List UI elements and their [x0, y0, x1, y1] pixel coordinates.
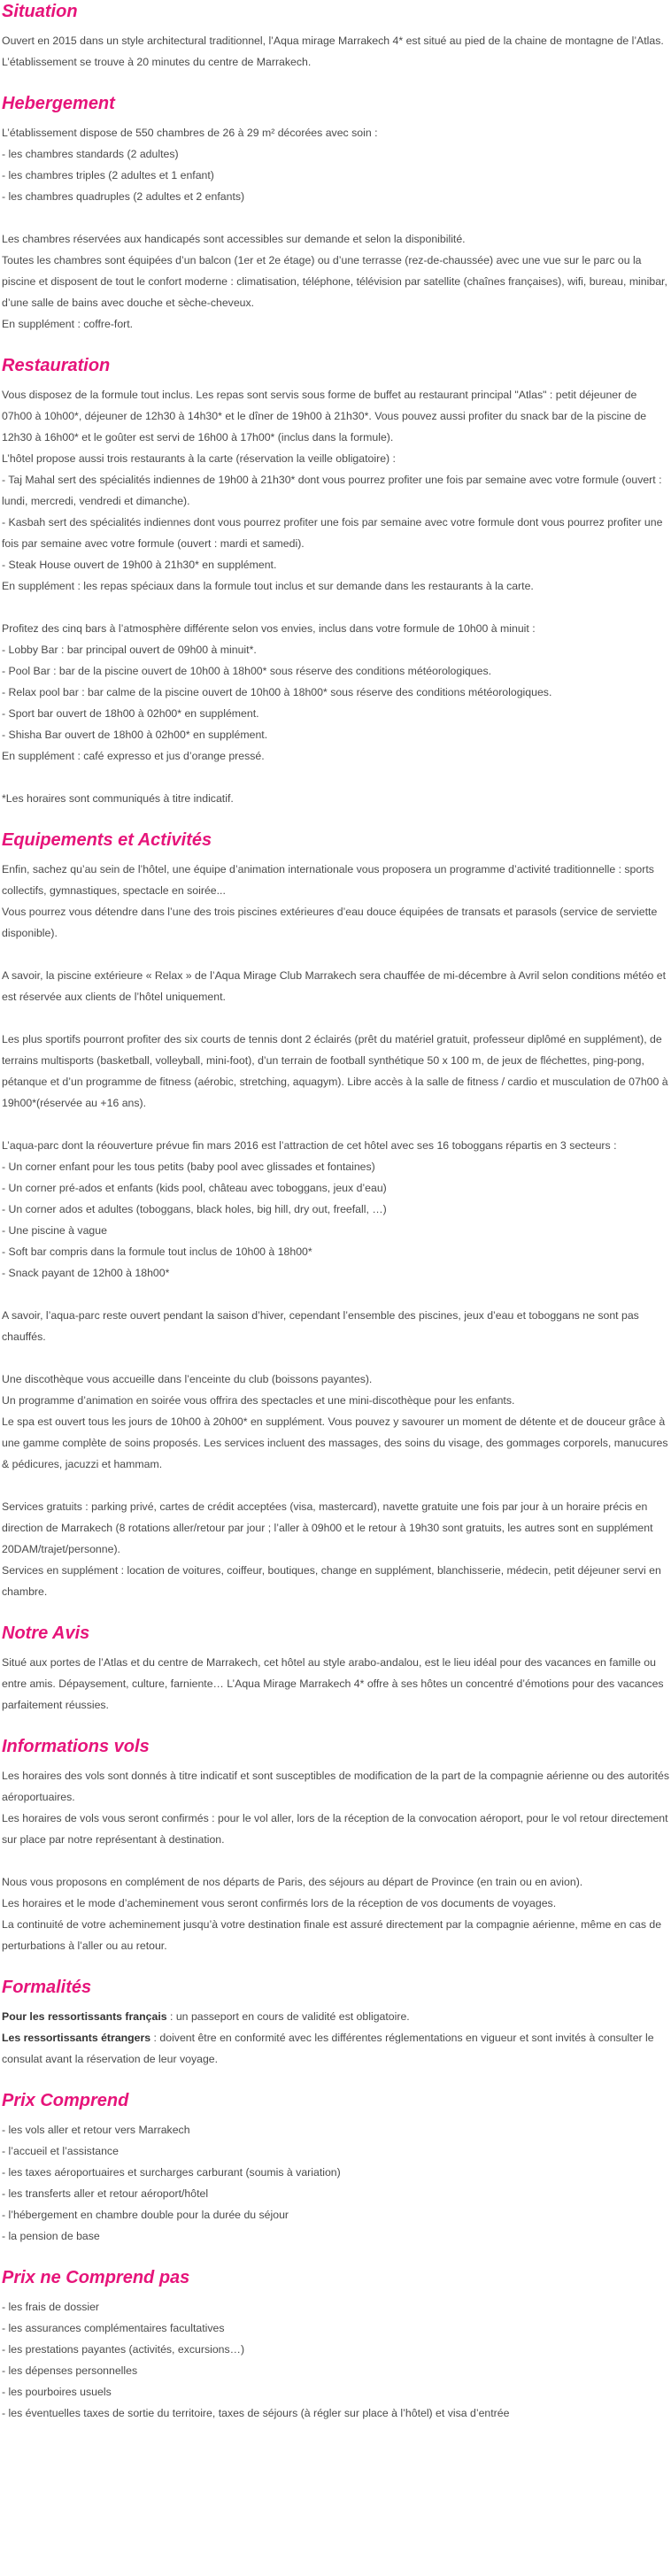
paragraph-line: Situé aux portes de l’Atlas et du centre de Marrakech, cet hôtel au style arabo-andalou, est le lieu idéal pour des vacances en famille ou entre amis. Dépaysement, culture, farniente… L’Aqua Mirage Marrakech 4* offre à ses hôtes un concentré d’émotions pour des vacances parfaitement réussies.: [2, 1656, 664, 1711]
paragraph-line: Les horaires et le mode d’acheminement vous seront confirmés lors de la réception de vos documents de voyages.: [2, 1897, 557, 1909]
paragraph-gap: [2, 207, 669, 228]
paragraph-gap: [2, 767, 669, 788]
section-formalites: [2, 1976, 669, 2070]
list-item: - Steak House ouvert de 19h00 à 21h30* en supplément.: [2, 559, 277, 571]
list-item: - les frais de dossier: [2, 2301, 100, 2313]
list-item: - les pourboires usuels: [2, 2386, 112, 2398]
list-item: - les chambres standards (2 adultes): [2, 148, 179, 160]
section-body: [2, 122, 669, 335]
paragraph-line: L’établissement dispose de 550 chambres de 26 à 29 m² décorées avec soin :: [2, 127, 378, 139]
formalite-text: : un passeport en cours de validité est obligatoire.: [166, 2010, 410, 2023]
formalite-line: [2, 2006, 669, 2027]
list-item: - les éventuelles taxes de sortie du territoire, taxes de séjours (à régler sur place à l’hôtel) et visa d’entrée: [2, 2407, 510, 2419]
paragraph-line: A savoir, la piscine extérieure « Relax » de l’Aqua Mirage Club Marrakech sera chauffée de mi-décembre à Avril selon conditions météo et est réservée aux clients de l’hôtel uniquement.: [2, 969, 667, 1003]
section-body: [2, 384, 669, 809]
paragraph-line: Vous disposez de la formule tout inclus. Les repas sont servis sous forme de buffet au restaurant principal "Atlas" : petit déjeuner de 07h00 à 10h00*, déjeuner de 12h30 à 14h30* et le dîner de 19h00 à 21h30*. Vous pouvez aussi profiter du snack bar de la piscine de 12h30 à 16h00* et le goûter est servi de 16h00 à 17h00* (inclus dans la formule).: [2, 389, 647, 443]
paragraph-line: Profitez des cinq bars à l’atmosphère différente selon vos envies, inclus dans votre formule de 10h00 à minuit :: [2, 622, 536, 635]
paragraph-gap: [2, 1475, 669, 1496]
section-informations-vols: [2, 1735, 669, 1956]
paragraph-line: Services en supplément : location de voitures, coiffeur, boutiques, change en supplément, blanchisserie, médecin, petit déjeuner servi en chambre.: [2, 1564, 661, 1598]
list-item: - Un corner pré-ados et enfants (kids pool, château avec toboggans, jeux d’eau): [2, 1182, 387, 1194]
list-item: - Relax pool bar : bar calme de la piscine ouvert de 10h00 à 18h00* sous réserve des conditions météorologiques.: [2, 686, 552, 698]
paragraph-line: A savoir, l’aqua-parc reste ouvert pendant la saison d’hiver, cependant l’ensemble des piscines, jeux d’eau et toboggans ne sont pas chauffés.: [2, 1309, 639, 1343]
section-prix-comprend: [2, 2089, 669, 2247]
list-item: - la pension de base: [2, 2230, 100, 2242]
paragraph-line: L’aqua-parc dont la réouverture prévue fin mars 2016 est l’attraction de cet hôtel avec ses 16 toboggans répartis en 3 secteurs :: [2, 1139, 617, 1152]
paragraph-line: *Les horaires sont communiqués à titre indicatif.: [2, 792, 234, 805]
section-body: [2, 859, 669, 1602]
section-body: [2, 1765, 669, 1956]
list-item: - Soft bar compris dans la formule tout inclus de 10h00 à 18h00*: [2, 1246, 312, 1258]
paragraph-line: En supplément : les repas spéciaux dans la formule tout inclus et sur demande dans les restaurants à la carte.: [2, 580, 534, 592]
list-item: - les vols aller et retour vers Marrakech: [2, 2124, 190, 2136]
section-title: Hebergement: [2, 94, 115, 113]
section-body: [2, 2119, 669, 2247]
paragraph-line: Les chambres réservées aux handicapés sont accessibles sur demande et selon la disponibilité.: [2, 233, 466, 245]
section-title: Situation: [2, 2, 78, 21]
paragraph-gap: [2, 1007, 669, 1029]
section-equipements: [2, 829, 669, 1602]
section-situation: [2, 0, 669, 73]
list-item: - l’hébergement en chambre double pour la durée du séjour: [2, 2209, 289, 2221]
section-title: Notre Avis: [2, 1623, 90, 1643]
section-prix-ne-comprend-pas: [2, 2266, 669, 2424]
section-title: Prix Comprend: [2, 2091, 129, 2110]
list-item: - Lobby Bar : bar principal ouvert de 09h00 à minuit*.: [2, 644, 257, 656]
section-title: Informations vols: [2, 1737, 150, 1756]
section-restauration: [2, 354, 669, 809]
section-title: Restauration: [2, 356, 111, 375]
list-item: - Taj Mahal sert des spécialités indiennes de 19h00 à 21h30* dont vous pourrez profiter une fois par semaine avec votre formule (ouvert : lundi, mercredi, vendredi et dimanche).: [2, 474, 662, 507]
paragraph-line: Une discothèque vous accueille dans l’enceinte du club (boissons payantes).: [2, 1373, 373, 1385]
formalite-label: Pour les ressortissants français: [2, 2010, 167, 2023]
section-body: [2, 1652, 669, 1716]
list-item: - Un corner enfant pour les tous petits (baby pool avec glissades et fontaines): [2, 1161, 375, 1173]
paragraph-gap: [2, 1284, 669, 1305]
paragraph-line: Toutes les chambres sont équipées d’un balcon (1er et 2e étage) ou d’une terrasse (rez-de-chaussée) avec une vue sur le parc ou la piscine et disposent de tout le confort moderne : climatisation, téléphone, télévision par satellite (chaînes françaises), wifi, bureau, minibar, d’une salle de bains avec douche et sèche-cheveux.: [2, 254, 667, 309]
list-item: - les chambres quadruples (2 adultes et 2 enfants): [2, 190, 245, 203]
paragraph-line: En supplément : café expresso et jus d’orange pressé.: [2, 750, 265, 762]
paragraph-line: La continuité de votre acheminement jusqu’à votre destination finale est assuré directement par la compagnie aérienne, même en cas de perturbations à l’aller ou au retour.: [2, 1918, 662, 1952]
list-item: - les taxes aéroportuaires et surcharges carburant (soumis à variation): [2, 2166, 341, 2179]
paragraph-gap: [2, 1850, 669, 1871]
paragraph-line: Ouvert en 2015 dans un style architectural traditionnel, l’Aqua mirage Marrakech 4* est situé au pied de la chaine de montagne de l’Atlas. L’établissement se trouve à 20 minutes du centre de Marrakech.: [2, 35, 664, 68]
paragraph-gap: [2, 944, 669, 965]
section-title: Formalités: [2, 1978, 92, 1997]
paragraph-line: Enfin, sachez qu’au sein de l’hôtel, une équipe d’animation internationale vous proposera un programme d’activité traditionnelle : sports collectifs, gymnastiques, spectacle en soirée...: [2, 863, 654, 897]
list-item: - Une piscine à vague: [2, 1224, 107, 1237]
section-body: [2, 2296, 669, 2424]
paragraph-gap: [2, 1347, 669, 1369]
list-item: - les assurances complémentaires facultatives: [2, 2322, 225, 2334]
list-item: - Pool Bar : bar de la piscine ouvert de 10h00 à 18h00* sous réserve des conditions météorologiques.: [2, 665, 492, 677]
section-body: [2, 2006, 669, 2070]
list-item: - Snack payant de 12h00 à 18h00*: [2, 1267, 170, 1279]
list-item: - Sport bar ouvert de 18h00 à 02h00* en supplément.: [2, 707, 259, 720]
paragraph-line: Le spa est ouvert tous les jours de 10h00 à 20h00* en supplément. Vous pouvez y savourer un moment de détente et de douceur grâce à une gamme complète de soins proposés. Les services incluent des massages, des soins du visage, des gommages corporels, manucures & pédicures, jacuzzi et hammam.: [2, 1415, 668, 1470]
paragraph-line: Nous vous proposons en complément de nos départs de Paris, des séjours au départ de Province (en train ou en avion).: [2, 1876, 583, 1888]
section-notre-avis: [2, 1622, 669, 1716]
list-item: - les prestations payantes (activités, excursions…): [2, 2343, 245, 2356]
formalite-line: [2, 2027, 669, 2070]
paragraph-line: Les plus sportifs pourront profiter des six courts de tennis dont 2 éclairés (prêt du matériel gratuit, professeur diplômé en supplément), de terrains multisports (basketball, volleyball, mini-foot), d’un terrain de football synthétique 50 x 100 m, de jeux de fléchettes, ping-pong, pétanque et d’un programme de fitness (aérobic, stretching, aquagym). Libre accès à la salle de fitness / cardio et musculation de 07h00 à 19h00*(réservée au +16 ans).: [2, 1033, 668, 1109]
section-body: [2, 30, 669, 73]
list-item: - les dépenses personnelles: [2, 2364, 138, 2377]
list-item: - les chambres triples (2 adultes et 1 enfant): [2, 169, 214, 181]
formalite-label: Les ressortissants étrangers: [2, 2032, 151, 2044]
paragraph-line: Les horaires de vols vous seront confirmés : pour le vol aller, lors de la réception de la convocation aéroport, pour le vol retour directement sur place par notre représentant à destination.: [2, 1812, 668, 1846]
section-hebergement: [2, 92, 669, 335]
paragraph-line: Vous pourrez vous détendre dans l’une des trois piscines extérieures d’eau douce équipées de transats et parasols (service de serviette disponible).: [2, 906, 658, 939]
paragraph-line: En supplément : coffre-fort.: [2, 318, 134, 330]
list-item: - les transferts aller et retour aéroport/hôtel: [2, 2187, 209, 2200]
list-item: - Un corner ados et adultes (toboggans, black holes, big hill, dry out, freefall, …): [2, 1203, 387, 1215]
list-item: - Shisha Bar ouvert de 18h00 à 02h00* en supplément.: [2, 729, 268, 741]
paragraph-gap: [2, 1114, 669, 1135]
paragraph-line: L’hôtel propose aussi trois restaurants à la carte (réservation la veille obligatoire) :: [2, 452, 396, 465]
section-title: Equipements et Activités: [2, 830, 212, 850]
list-item: - Kasbah sert des spécialités indiennes dont vous pourrez profiter une fois par semaine avec votre formule dont vous pourrez profiter une fois par semaine avec votre formule (ouvert : mardi et samedi).: [2, 516, 663, 550]
paragraph-line: Un programme d’animation en soirée vous offrira des spectacles et une mini-discothèque pour les enfants.: [2, 1394, 515, 1407]
paragraph-line: Les horaires des vols sont donnés à titre indicatif et sont susceptibles de modification de la part de la compagnie aérienne ou des autorités aéroportuaires.: [2, 1770, 669, 1803]
paragraph-line: Services gratuits : parking privé, cartes de crédit acceptées (visa, mastercard), navette gratuite une fois par jour à un horaire précis en direction de Marrakech (8 rotations aller/retour par jour ; l’aller à 09h00 et le retour à 19h30 sont gratuits, les autres sont en supplément 20DAM/trajet/personne).: [2, 1500, 653, 1555]
formalite-text: : doivent être en conformité avec les différentes réglementations en vigueur et sont invités à consulter le consulat avant la réservation de leur voyage.: [2, 2032, 654, 2065]
paragraph-gap: [2, 597, 669, 618]
list-item: - l’accueil et l’assistance: [2, 2145, 119, 2157]
section-title: Prix ne Comprend pas: [2, 2268, 190, 2287]
